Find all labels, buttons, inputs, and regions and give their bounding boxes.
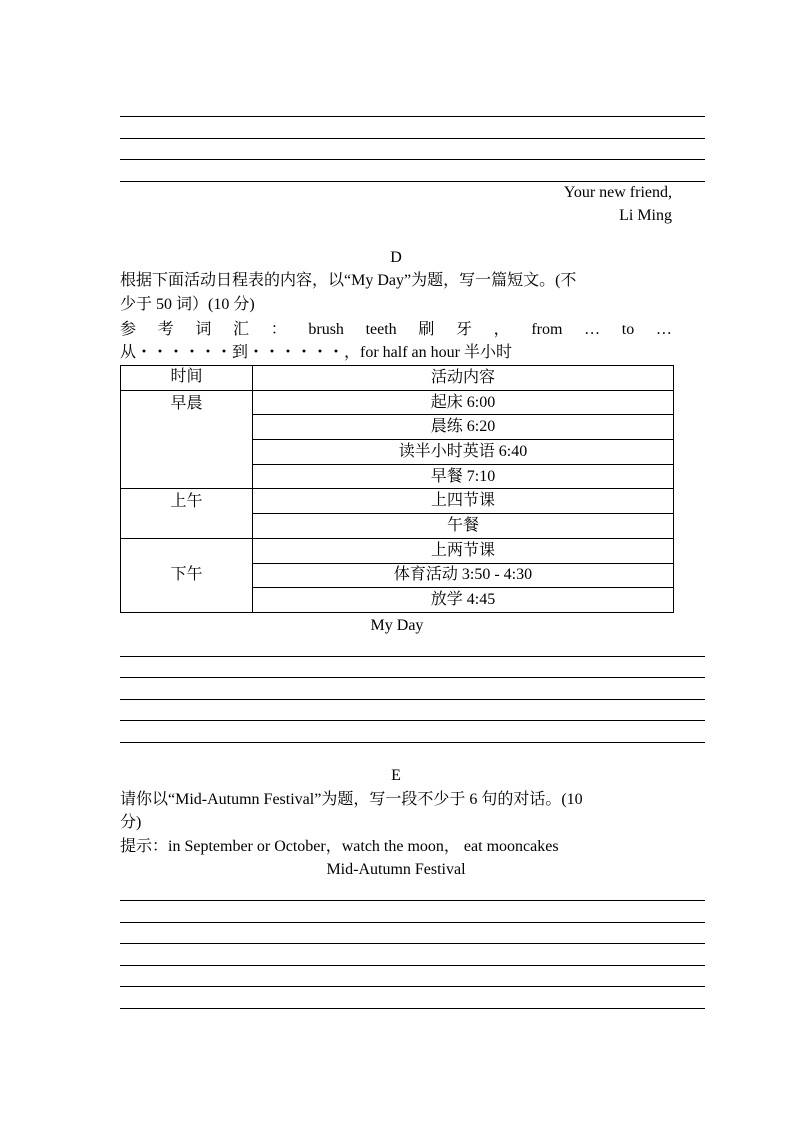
- letter-signature: Li Ming: [619, 207, 672, 224]
- time-period-cell: 上午: [121, 489, 253, 538]
- answer-line: [120, 900, 705, 901]
- table-header-row: [121, 366, 674, 391]
- vocabulary-line1: [120, 320, 672, 340]
- answer-line: [120, 677, 705, 678]
- vocabulary-word: brush: [308, 321, 344, 338]
- vocabulary-word: 刷: [418, 321, 435, 338]
- vocabulary-word: 牙: [456, 321, 473, 338]
- activity-cell: 读半小时英语 6:40: [253, 440, 674, 465]
- vocabulary-word: ：: [270, 321, 287, 338]
- answer-line: [120, 742, 705, 743]
- header-activity: 活动内容: [253, 366, 674, 391]
- answer-line: [120, 159, 705, 160]
- answer-line: [120, 1008, 705, 1009]
- schedule-table: [120, 365, 674, 613]
- section-e-instruction-line2: 分): [120, 814, 142, 831]
- vocabulary-word: to: [621, 321, 635, 338]
- essay-title: My Day: [370, 617, 424, 634]
- answer-line: [120, 986, 705, 987]
- activity-cell: 晨练 6:20: [253, 415, 674, 440]
- activity-cell: 上两节课: [253, 538, 674, 563]
- vocabulary-word: 考: [157, 321, 174, 338]
- answer-line: [120, 720, 705, 721]
- table-row: [121, 390, 674, 415]
- vocabulary-word: 词: [195, 321, 212, 338]
- vocabulary-word: …: [655, 321, 672, 338]
- section-e-label: E: [391, 767, 401, 784]
- answer-line: [120, 116, 705, 117]
- vocabulary-line2: 从・・・・・・到・・・・・・，for half an hour 半小时: [120, 344, 512, 361]
- answer-line: [120, 922, 705, 923]
- vocabulary-word: ，: [493, 321, 510, 338]
- answer-line: [120, 656, 705, 657]
- activity-cell: 起床 6:00: [253, 390, 674, 415]
- section-d-instruction-line1: 根据下面活动日程表的内容，以“My Day”为题，写一篇短文。(不: [120, 272, 577, 289]
- activity-cell: 早餐 7:10: [253, 464, 674, 489]
- time-period-cell: 下午: [121, 538, 253, 612]
- section-e-instruction-line1: 请你以“Mid-Autumn Festival”为题，写一段不少于 6 句的对话。(10: [120, 791, 583, 808]
- vocabulary-word: from: [531, 321, 563, 338]
- vocabulary-word: 汇: [233, 321, 250, 338]
- dialog-title: Mid-Autumn Festival: [326, 861, 466, 878]
- time-period-cell: 早晨: [121, 390, 253, 489]
- answer-line: [120, 965, 705, 966]
- activity-cell: 上四节课: [253, 489, 674, 514]
- table-row: [121, 489, 674, 514]
- vocabulary-word: …: [584, 321, 601, 338]
- letter-closing: Your new friend,: [563, 184, 672, 201]
- answer-line: [120, 943, 705, 944]
- section-e-hint: 提示：in September or October，watch the moon， eat mooncakes: [120, 838, 559, 855]
- activity-cell: 放学 4:45: [253, 588, 674, 613]
- vocabulary-word: teeth: [365, 321, 397, 338]
- header-time: 时间: [121, 366, 253, 391]
- section-d-instruction-line2: 少于 50 词）(10 分): [120, 296, 255, 313]
- answer-line: [120, 138, 705, 139]
- section-d-label: D: [390, 249, 402, 266]
- answer-line: [120, 181, 705, 182]
- activity-cell: 体育活动 3:50 - 4:30: [253, 563, 674, 588]
- activity-cell: 午餐: [253, 514, 674, 539]
- vocabulary-word: 参: [120, 321, 137, 338]
- table-row: [121, 538, 674, 563]
- answer-line: [120, 699, 705, 700]
